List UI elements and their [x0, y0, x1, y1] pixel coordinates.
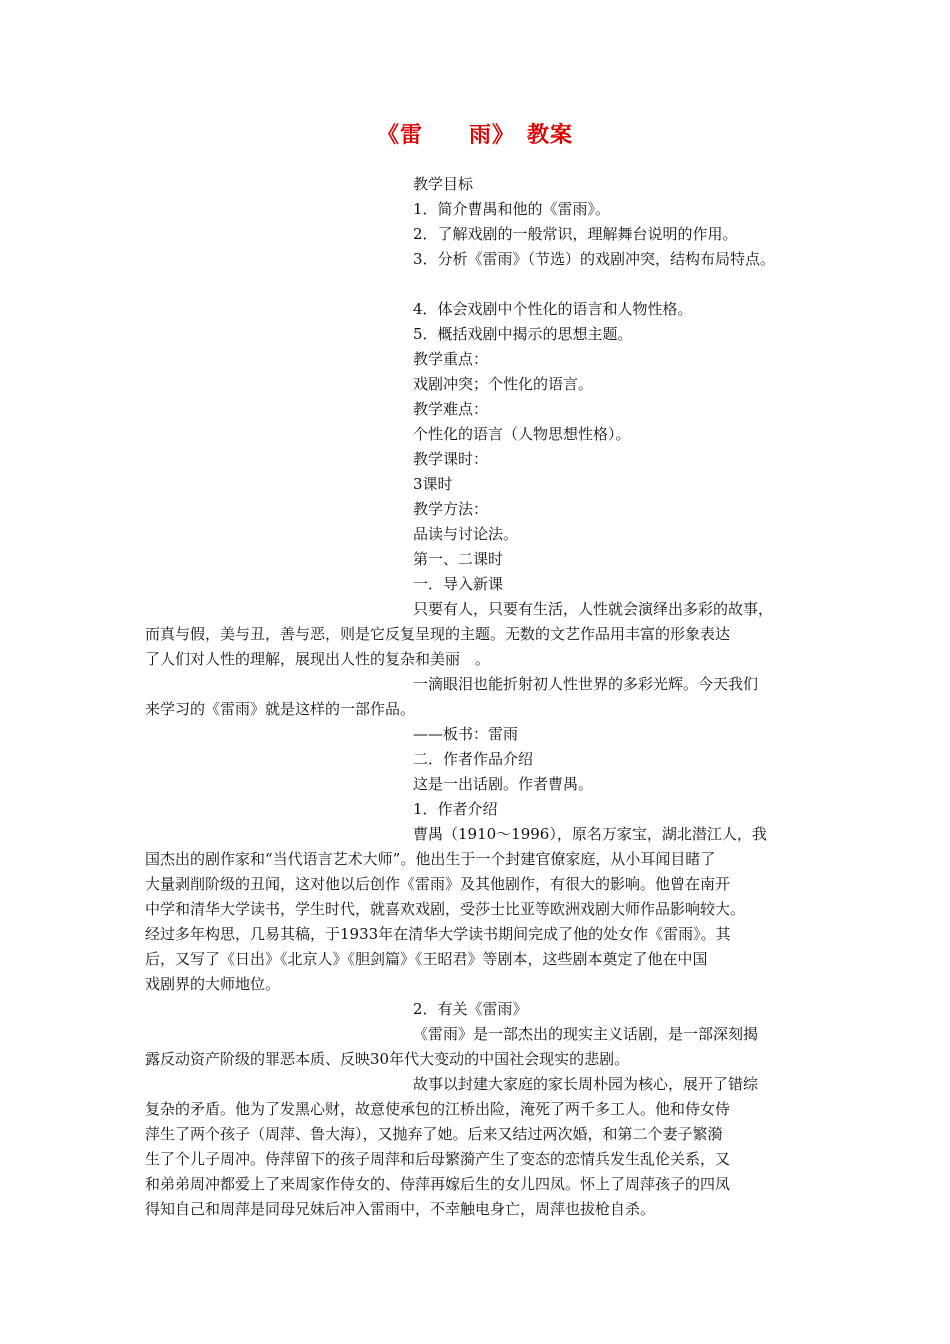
method-label: 教学方法：	[413, 500, 489, 518]
paragraph-line: 来学习的《雷雨》就是这样的一部作品。	[145, 700, 416, 718]
spacer	[145, 272, 805, 297]
paragraph-line: 只要有人，只要有生活，人性就会演绎出多彩的故事，	[413, 600, 774, 618]
paragraph-line: 故事以封建大家庭的家长周朴园为核心，展开了错综	[413, 1075, 759, 1093]
lesson-plan-body	[145, 172, 805, 1222]
section-2-heading: 二．作者作品介绍	[413, 750, 534, 768]
paragraph-line: 而真与假，美与丑，善与恶，则是它反复呈现的主题。无数的文艺作品用丰富的形象表达	[145, 625, 731, 643]
method-value: 品读与讨论法。	[413, 525, 519, 543]
goal-item: 5．概括戏剧中揭示的思想主题。	[413, 325, 633, 343]
paragraph-line: 了人们对人性的理解，展现出人性的复杂和美丽 。	[145, 650, 491, 668]
goal-item: 2．了解戏剧的一般常识，理解舞台说明的作用。	[413, 225, 738, 243]
session-heading: 第一、二课时	[413, 550, 504, 568]
paragraph-line: 戏剧界的大师地位。	[145, 975, 281, 993]
paragraph-line: 生了个儿子周冲。侍萍留下的孩子周萍和后母繁漪产生了变态的恋情兵发生乱伦关系，又	[145, 1150, 731, 1168]
paragraph-line: 经过多年构思，几易其稿，于1933年在清华大学读书期间完成了他的处女作《雷雨》。其	[145, 925, 731, 943]
paragraph-line: 国杰出的剧作家和“当代语言艺术大师”。他出生于一个封建官僚家庭，从小耳闻目睹了	[145, 850, 716, 868]
difficulty-label: 教学难点：	[413, 400, 489, 418]
paragraph-line: 得知自己和周萍是同母兄妹后冲入雷雨中，不幸触电身亡，周萍也拔枪自杀。	[145, 1200, 656, 1218]
paragraph-line: 和弟弟周冲都爱上了来周家作侍女的、侍萍再嫁后生的女儿四凤。怀上了周萍孩子的四凤	[145, 1175, 731, 1193]
goals-heading: 教学目标	[413, 175, 474, 193]
paragraph-line: 后，又写了《日出》《北京人》《胆剑篇》《王昭君》等剧本，这些剧本奠定了他在中国	[145, 950, 708, 968]
page-title: 《雷 雨》 教案	[376, 123, 573, 148]
goal-item: 3．分析《雷雨》（节选）的戏剧冲突，结构布局特点。	[413, 250, 776, 268]
paragraph-line: 一滴眼泪也能折射初人性世界的多彩光辉。今天我们	[413, 675, 759, 693]
paragraph-line: 中学和清华大学读书，学生时代，就喜欢戏剧，受莎士比亚等欧洲戏剧大师作品影响较大。	[145, 900, 746, 918]
focus-label: 教学重点：	[413, 350, 489, 368]
goal-item: 4．体会戏剧中个性化的语言和人物性格。	[413, 300, 693, 318]
paragraph-line: 露反动资产阶级的罪恶本质、反映30年代大变动的中国社会现实的悲剧。	[145, 1050, 630, 1068]
paragraph-line: 复杂的矛盾。他为了发黑心财，故意使承包的江桥出险，淹死了两千多工人。他和侍女侍	[145, 1100, 731, 1118]
board-note: ——板书：雷雨	[413, 725, 519, 743]
hours-label: 教学课时：	[413, 450, 489, 468]
paragraph-line: 大量剥削阶级的丑闻，这对他以后创作《雷雨》及其他剧作，有很大的影响。他曾在南开	[145, 875, 731, 893]
paragraph-line: 萍生了两个孩子（周萍、鲁大海），又抛弃了她。后来又结过两次婚，和第二个妻子繁漪	[145, 1125, 723, 1143]
hours-value: 3课时	[413, 475, 453, 493]
section-1-heading: 一．导入新课	[413, 575, 504, 593]
paragraph-line: 《雷雨》是一部杰出的现实主义话剧，是一部深刻揭	[413, 1025, 759, 1043]
difficulty-value: 个性化的语言（人物思想性格）。	[413, 425, 631, 443]
section-2-intro: 这是一出话剧。作者曹禺。	[413, 775, 594, 793]
paragraph-line: 曹禺（1910～1996），原名万家宝，湖北潜江人，我	[413, 825, 767, 843]
subsection-leiyu: 2．有关《雷雨》	[413, 1000, 528, 1018]
focus-value: 戏剧冲突；个性化的语言。	[413, 375, 594, 393]
goal-item: 1．简介曹禺和他的《雷雨》。	[413, 200, 611, 218]
subsection-author: 1．作者介绍	[413, 800, 498, 818]
